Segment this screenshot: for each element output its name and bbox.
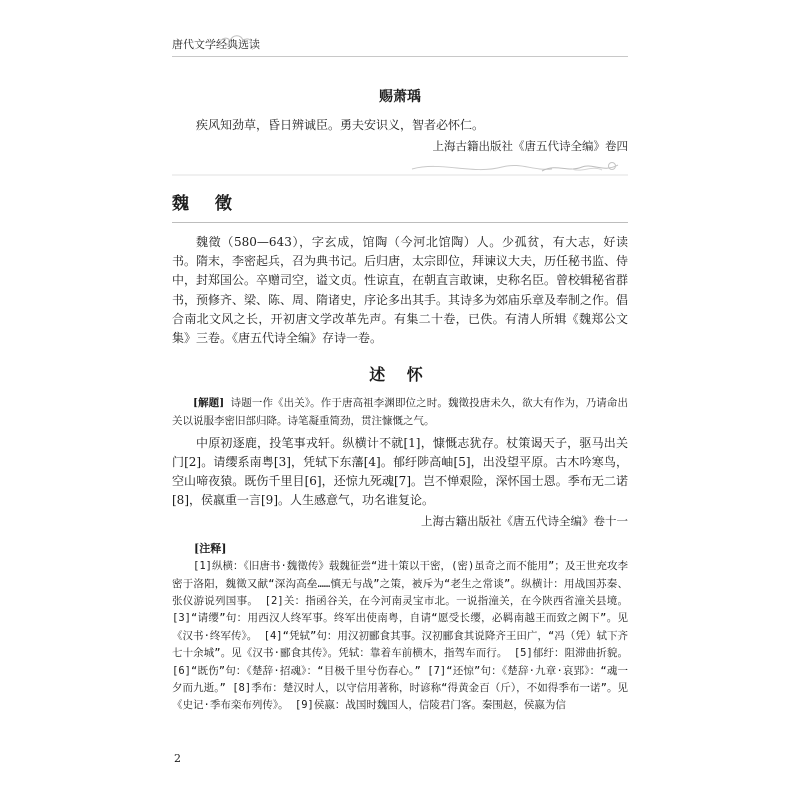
intro-text: 诗题一作《出关》。作于唐高祖李渊即位之时。魏徵投唐未久，欲大有作为，乃请命出关以说服李密旧部归降。诗笔凝重简劲，贯注慷慨之气。 bbox=[172, 397, 629, 427]
notes-label: [注释] bbox=[194, 542, 227, 556]
page-number: 2 bbox=[174, 752, 181, 765]
poem-introduction bbox=[172, 395, 628, 430]
poem-text-xiao-yu: 疾风知劲草，昏日辨诚臣。勇夫安识义，智者必怀仁。 bbox=[196, 118, 485, 132]
poem-text-shu-huai: 中原初逐鹿，投笔事戎轩。纵横计不就[1]，慷慨志犹存。杖策谒天子，驱马出关门[2]。请缨系南粤[3]，凭轼下东藩[4]。郁纡陟高岫[5]，出没望平原。古木吟寒鸟，空山啼夜猿。既伤千里目[6]，还惊九死魂[7]。岂不惮艰险，深怀国士恩。季布无二诺[8]，侯嬴重一言[9]。人生感意气，功名谁复论。 bbox=[172, 436, 628, 508]
poem-title-shu-huai: 述 怀 bbox=[369, 365, 431, 385]
poem-title-xiao-yu: 赐萧瑀 bbox=[379, 89, 421, 105]
cloud-ornament-icon bbox=[216, 30, 256, 52]
source-citation-1: 上海古籍出版社《唐五代诗全编》卷四 bbox=[432, 139, 628, 153]
running-title: 唐代文学经典选读 bbox=[172, 38, 260, 51]
intro-label: [解题] bbox=[193, 397, 225, 410]
wave-ornament-row bbox=[172, 157, 628, 179]
page-body bbox=[172, 86, 628, 715]
source-citation-2: 上海古籍出版社《唐五代诗全编》卷十一 bbox=[421, 514, 628, 529]
author-divider bbox=[172, 222, 628, 223]
author-biography: 魏徵（580—643），字玄成，馆陶（今河北馆陶）人。少孤贫，有大志，好读书。隋末，李密起兵，召为典书记。后归唐，太宗即位，拜谏议大夫，历任秘书监、侍中，封郑国公。卒赠司空，谥文贞。性谅直，在朝直言敢谏，史称名臣。曾校辑秘省群书，预修齐、梁、陈、周、隋诸史，序论多出其手。其诗多为郊庙乐章及奉制之作。倡合南北文风之长，开初唐文学改革先声。有集二十卷，已佚。有清人所辑《魏郑公文集》三卷。《唐五代诗全编》存诗一卷。 bbox=[172, 235, 629, 346]
header-divider bbox=[172, 56, 628, 57]
annotation-notes: [1]纵横：《旧唐书·魏徵传》载魏征尝“进十策以干密，(密)虽奇之而不能用”；及王世充攻李密于洛阳，魏徵又献“深沟高垒……慎无与战”之策，被斥为“老生之常谈”。纵横计：用战国苏秦、张仪游说列国事。 [2]关：指函谷关，在今河南灵宝市北。一说指潼关，在今陕西省潼关县境。 [3]“请缨”句：用西汉人终军事。终军出使南粤，自请“愿受长缨，必羁南越王而致之阙下”。见《汉书·终军传》。 [4]“凭轼”句：用汉初郦食其事。汉初郦食其说降齐王田广，“冯（凭）轼下齐七十余城”。见《汉书·郦食其传》。凭轼：靠着车前横木，指驾车而行。 [5]郁纡：阻滞曲折貌。 [6]“既伤”句：《楚辞·招魂》：“目极千里兮伤春心。” [7]“还惊”句：《楚辞·九章·哀郢》：“魂一夕而九逝。” [8]季布：楚汉时人，以守信用著称，时谚称“得黄金百（斤），不如得季布一诺”。见《史记·季布栾布列传》。 [9]侯嬴：战国时魏国人，信陵君门客。秦围赵，侯嬴为信 bbox=[172, 560, 628, 712]
wave-ornament-icon bbox=[172, 157, 628, 179]
author-heading: 魏 徵 bbox=[172, 194, 242, 214]
